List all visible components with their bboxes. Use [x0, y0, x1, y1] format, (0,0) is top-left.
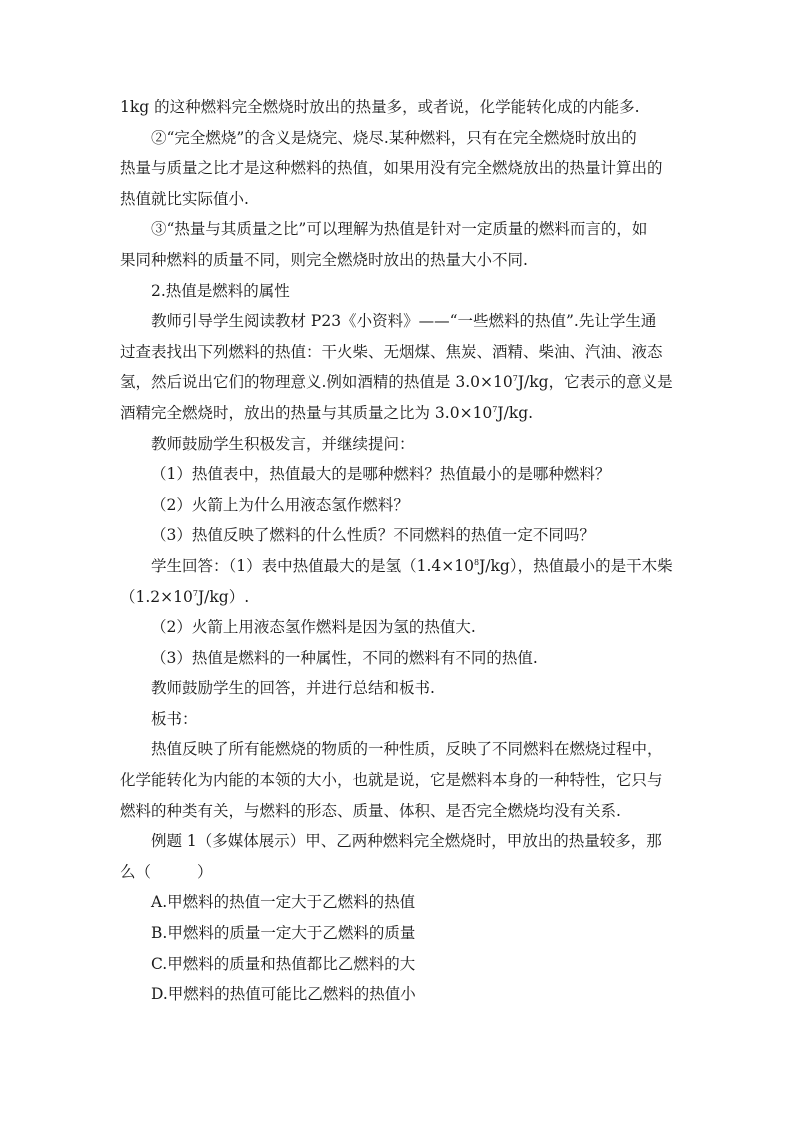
text-span: （1.2×10 [120, 587, 193, 606]
exponent: 8 [473, 557, 480, 567]
paragraph-line: 教师引导学生阅读教材 P23《小资料》——“一些燃料的热值”.先让学生通 [151, 312, 657, 331]
paragraph-line: 热值就比实际值小. [120, 189, 249, 208]
paragraph-line: 果同种燃料的质量不同，则完全燃烧时放出的热量大小不同. [120, 250, 528, 269]
paragraph-line: 过查表找出下列燃料的热值：干火柴、无烟煤、焦炭、酒精、柴油、汽油、液态 [120, 342, 663, 361]
answer-line [120, 551, 680, 582]
example-question: 例题 1（多媒体展示）甲、乙两种燃料完全燃烧时，甲放出的热量较多，那 [151, 832, 662, 851]
section-heading: 2.热值是燃料的属性 [151, 281, 290, 300]
text-span: 氢，然后说出它们的物理意义.例如酒精的热值是 3.0×10 [120, 373, 513, 392]
question-line: （3）热值反映了燃料的什么性质？不同燃料的热值一定不同吗？ [151, 526, 595, 545]
text-span: 么（ [120, 862, 152, 881]
option-a: A.甲燃料的热值一定大于乙燃料的热值 [151, 893, 416, 912]
text-span: ） [197, 862, 213, 881]
paragraph-line [120, 367, 680, 398]
exponent: 7 [512, 374, 518, 384]
question-line: （2）火箭上为什么用液态氢作燃料？ [151, 495, 409, 514]
question-line: （1）热值表中，热值最大的是哪种燃料？热值最小的是哪种燃料？ [151, 465, 611, 484]
text-span: J/kg. [497, 403, 534, 422]
answer-line: （3）热值是燃料的一种属性，不同的燃料有不同的热值. [151, 648, 538, 667]
option-b: B.甲燃料的质量一定大于乙燃料的质量 [151, 924, 416, 943]
paragraph-line: 化学能转化为内能的本领的大小，也就是说，它是燃料本身的一种特性，它只与 [120, 771, 663, 790]
text-span: J/kg）. [197, 587, 250, 606]
paragraph-line: 燃料的种类有关，与燃料的形态、质量、体积、是否完全燃烧均没有关系. [120, 801, 621, 820]
example-question [120, 857, 680, 888]
answer-line: （2）火箭上用液态氢作燃料是因为氢的热值大. [151, 618, 476, 637]
text-span: 学生回答：（1）表中热值最大的是氢（1.4×10 [151, 556, 474, 575]
paragraph-line: 1kg 的这种燃料完全燃烧时放出的热量多，或者说，化学能转化成的内能多. [120, 98, 640, 116]
paragraph-line: 热值反映了所有能燃烧的物质的一种性质，反映了不同燃料在燃烧过程中， [151, 740, 663, 759]
text-span: J/kg），热值最小的是干木柴 [479, 556, 673, 575]
text-span: J/kg，它表示的意义是 [517, 373, 673, 392]
option-d: D.甲燃料的热值可能比乙燃料的热值小 [151, 985, 416, 1004]
paragraph-line [120, 398, 680, 429]
document-page [120, 92, 680, 1010]
paragraph-line: 板书： [151, 709, 198, 728]
paragraph-line: 教师鼓励学生积极发言，并继续提问： [151, 434, 415, 453]
text-span: 酒精完全燃烧时，放出的热量与其质量之比为 3.0×10 [120, 403, 493, 422]
exponent: 7 [192, 588, 198, 598]
paragraph-line: 热量与质量之比才是这种燃料的热值，如果用没有完全燃烧放出的热量计算出的 [120, 159, 663, 178]
paragraph-line: ③“热量与其质量之比”可以理解为热值是针对一定质量的燃料而言的，如 [151, 220, 648, 239]
option-c: C.甲燃料的质量和热值都比乙燃料的大 [151, 954, 416, 973]
paragraph-line: ②“完全燃烧”的含义是烧完、烧尽.某种燃料，只有在完全燃烧时放出的 [151, 128, 637, 147]
answer-line [120, 582, 680, 613]
exponent: 7 [492, 404, 498, 414]
paragraph-line: 教师鼓励学生的回答，并进行总结和板书. [151, 679, 435, 698]
